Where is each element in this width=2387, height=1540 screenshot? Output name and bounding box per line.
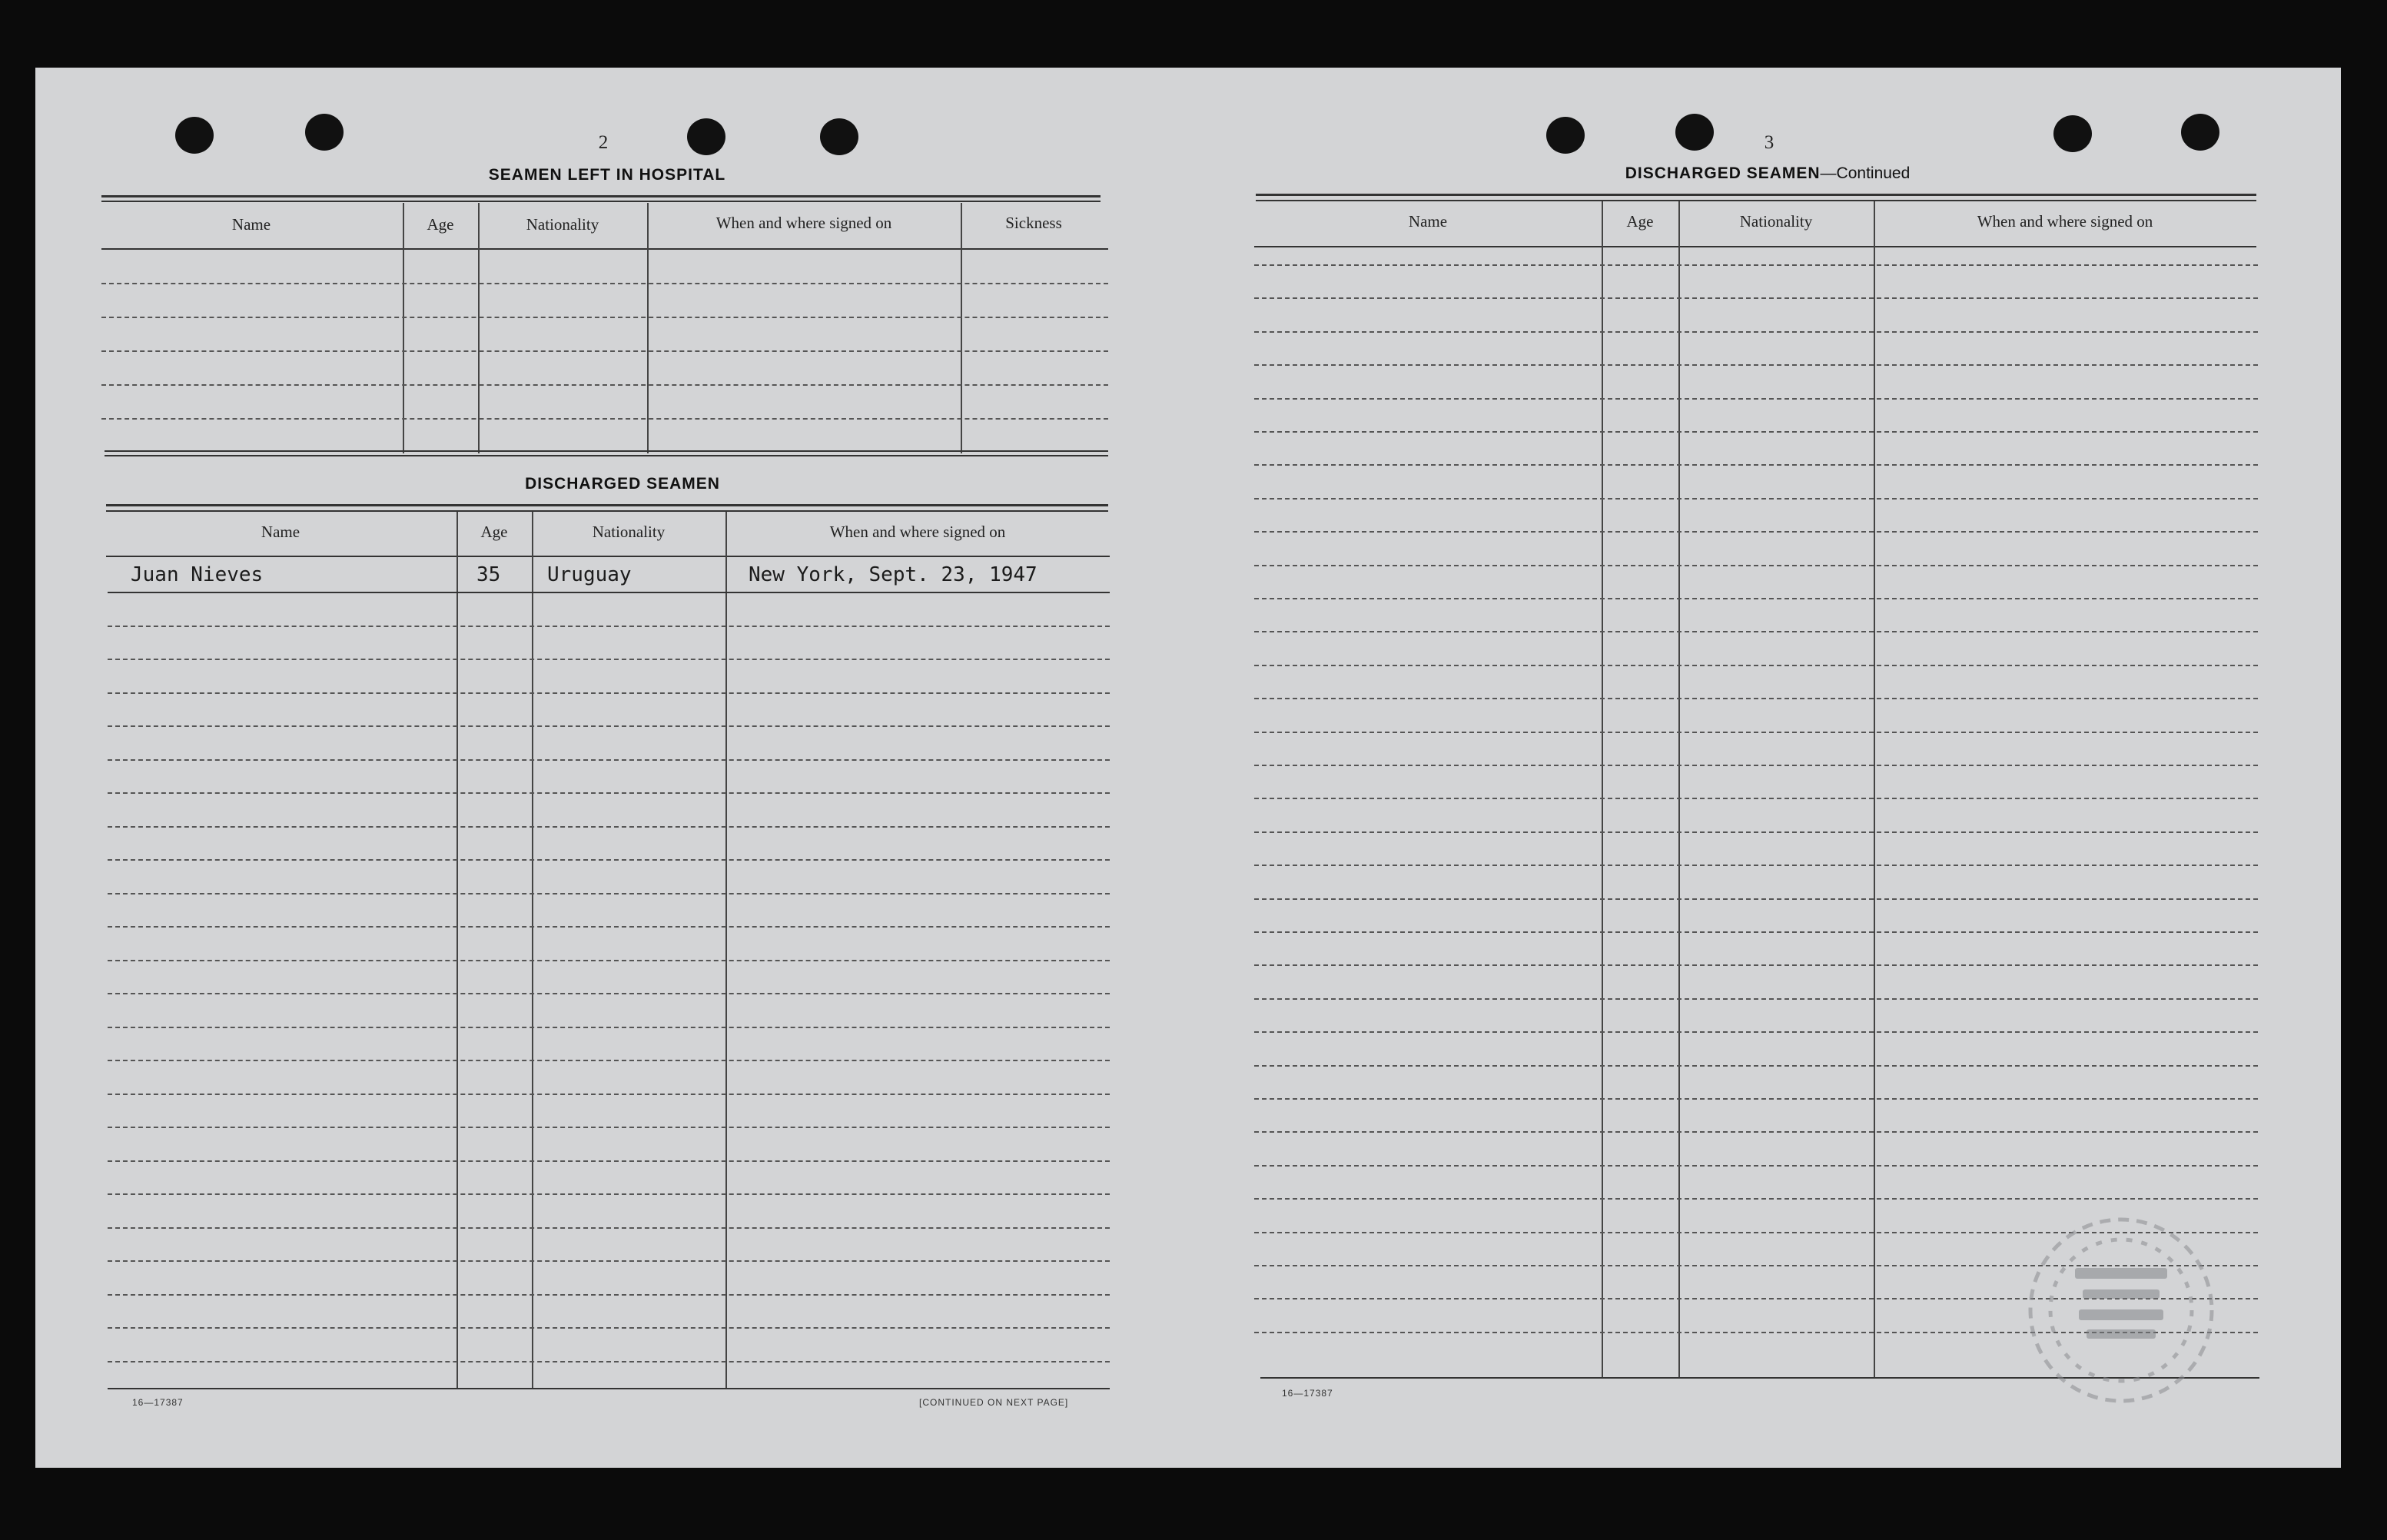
table-row-line [1254, 1031, 2258, 1033]
table-row-line [108, 1361, 1110, 1362]
hospital-row-line [101, 283, 1108, 284]
hospital-table-bottom-rule [105, 450, 1108, 452]
table-row-line [1254, 865, 2258, 866]
table-row-line [108, 826, 1110, 828]
hospital-col-signed-on: When and where signed on [715, 214, 892, 232]
table-row-line [1254, 964, 2258, 966]
table-row-nationality: Uruguay [547, 563, 632, 586]
table-row-line [108, 1294, 1110, 1296]
table-row-line [108, 692, 1110, 694]
discharged-col-divider [532, 512, 533, 1388]
right-col-divider [1678, 201, 1680, 1377]
hospital-col-divider [961, 203, 962, 453]
table-row-line [1254, 831, 2258, 833]
table-row-line [108, 592, 1110, 593]
discharged-col-divider [456, 512, 458, 1388]
table-row-line [108, 960, 1110, 961]
hospital-col-divider [647, 203, 649, 453]
table-row-line [1254, 698, 2258, 699]
table-row-line [108, 1193, 1110, 1195]
table-row-line [108, 1327, 1110, 1329]
hospital-col-divider [403, 203, 404, 453]
punch-hole [175, 117, 214, 154]
table-row-line [1254, 998, 2258, 1000]
table-row-line [1254, 898, 2258, 900]
hospital-table-top-rule [101, 201, 1101, 202]
table-row-line [1254, 531, 2258, 533]
table-row-line [1254, 398, 2258, 400]
hospital-row-line [101, 350, 1108, 352]
table-row-line [1254, 665, 2258, 666]
table-row-line [108, 993, 1110, 994]
table-row-line [108, 1060, 1110, 1061]
punch-hole [305, 114, 344, 151]
table-row-line [108, 792, 1110, 794]
table-row-line [108, 626, 1110, 627]
official-stamp [2006, 1206, 2236, 1414]
table-row-line [108, 759, 1110, 761]
discharged-col-nationality: Nationality [592, 523, 666, 541]
right-title-suffix: —Continued [1820, 164, 1911, 182]
continued-note: [CONTINUED ON NEXT PAGE] [919, 1397, 1069, 1408]
table-row-line [1254, 464, 2258, 466]
right-table-top-rule [1256, 200, 2256, 201]
discharged-header-rule [106, 556, 1110, 557]
discharged-table-bottom-rule [108, 1388, 1110, 1389]
discharged-table-top-rule [106, 510, 1108, 512]
hospital-col-divider [478, 203, 480, 453]
discharged-col-signed-on: When and where signed on [829, 523, 1006, 541]
right-col-divider [1602, 201, 1603, 1377]
right-title-main: DISCHARGED SEAMEN [1625, 164, 1821, 182]
table-row-line [1254, 331, 2258, 333]
discharged-table-top-rule [106, 504, 1108, 506]
table-row-line [1254, 1065, 2258, 1067]
right-table-top-rule [1256, 194, 2256, 196]
hospital-row-line [101, 384, 1108, 386]
table-row-signed-on: New York, Sept. 23, 1947 [749, 563, 1037, 586]
hospital-col-age: Age [427, 215, 454, 234]
punch-hole [687, 118, 725, 155]
table-row-line [1254, 765, 2258, 766]
table-row-line [108, 1260, 1110, 1262]
right-col-age: Age [1626, 212, 1654, 231]
form-number-right: 16—17387 [1282, 1388, 1333, 1399]
hospital-row-line [101, 418, 1108, 420]
punch-hole [2053, 115, 2092, 152]
form-number-left: 16—17387 [132, 1397, 184, 1408]
table-row-name: Juan Nieves [131, 563, 264, 586]
table-row-line [1254, 364, 2258, 366]
hospital-row-line [101, 317, 1108, 318]
right-col-divider [1874, 201, 1875, 1377]
table-row-line [1254, 798, 2258, 799]
punch-hole [1546, 117, 1585, 154]
table-row-line [1254, 565, 2258, 566]
right-col-nationality: Nationality [1739, 212, 1813, 231]
table-row-line [1254, 598, 2258, 599]
hospital-table-bottom-rule [105, 455, 1108, 456]
table-row-line [108, 1227, 1110, 1229]
table-row-line [1254, 1131, 2258, 1133]
table-row-line [1254, 931, 2258, 933]
hospital-header-rule [101, 248, 1108, 250]
right-section-title [1460, 164, 2075, 183]
hospital-table-top-rule [101, 195, 1101, 197]
table-row-line [1254, 431, 2258, 433]
right-col-name: Name [1408, 212, 1448, 231]
table-row-line [1254, 297, 2258, 299]
table-row-age: 35 [476, 563, 501, 586]
discharged-col-name: Name [261, 523, 300, 541]
table-row-line [1254, 1198, 2258, 1200]
table-row-line [1254, 631, 2258, 632]
hospital-section-title: SEAMEN LEFT IN HOSPITAL [488, 166, 726, 184]
punch-hole [820, 118, 858, 155]
table-row-line [108, 893, 1110, 894]
table-row-line [108, 1094, 1110, 1095]
hospital-col-sickness: Sickness [1005, 214, 1062, 232]
table-row-line [108, 859, 1110, 861]
table-row-line [1254, 732, 2258, 733]
table-row-line [1254, 1165, 2258, 1167]
punch-hole [2181, 114, 2219, 151]
document-spread [35, 68, 2341, 1468]
page-number-right: 3 [1764, 132, 1774, 153]
table-row-line [108, 926, 1110, 928]
discharged-col-age: Age [480, 523, 508, 541]
page-number-left: 2 [598, 132, 609, 153]
table-row-line [108, 1027, 1110, 1028]
table-row-line [1254, 498, 2258, 500]
table-row-line [1254, 264, 2258, 266]
table-row-line [108, 1160, 1110, 1162]
hospital-col-name: Name [231, 215, 271, 234]
punch-hole [1675, 114, 1714, 151]
table-row-line [108, 1127, 1110, 1128]
discharged-section-title: DISCHARGED SEAMEN [525, 475, 720, 493]
table-row-line [1254, 1098, 2258, 1100]
hospital-col-nationality: Nationality [526, 215, 599, 234]
table-row-line [108, 659, 1110, 660]
right-header-rule [1254, 246, 2256, 247]
discharged-col-divider [725, 512, 727, 1388]
table-row-line [108, 725, 1110, 727]
right-col-signed-on: When and where signed on [1977, 212, 2153, 231]
